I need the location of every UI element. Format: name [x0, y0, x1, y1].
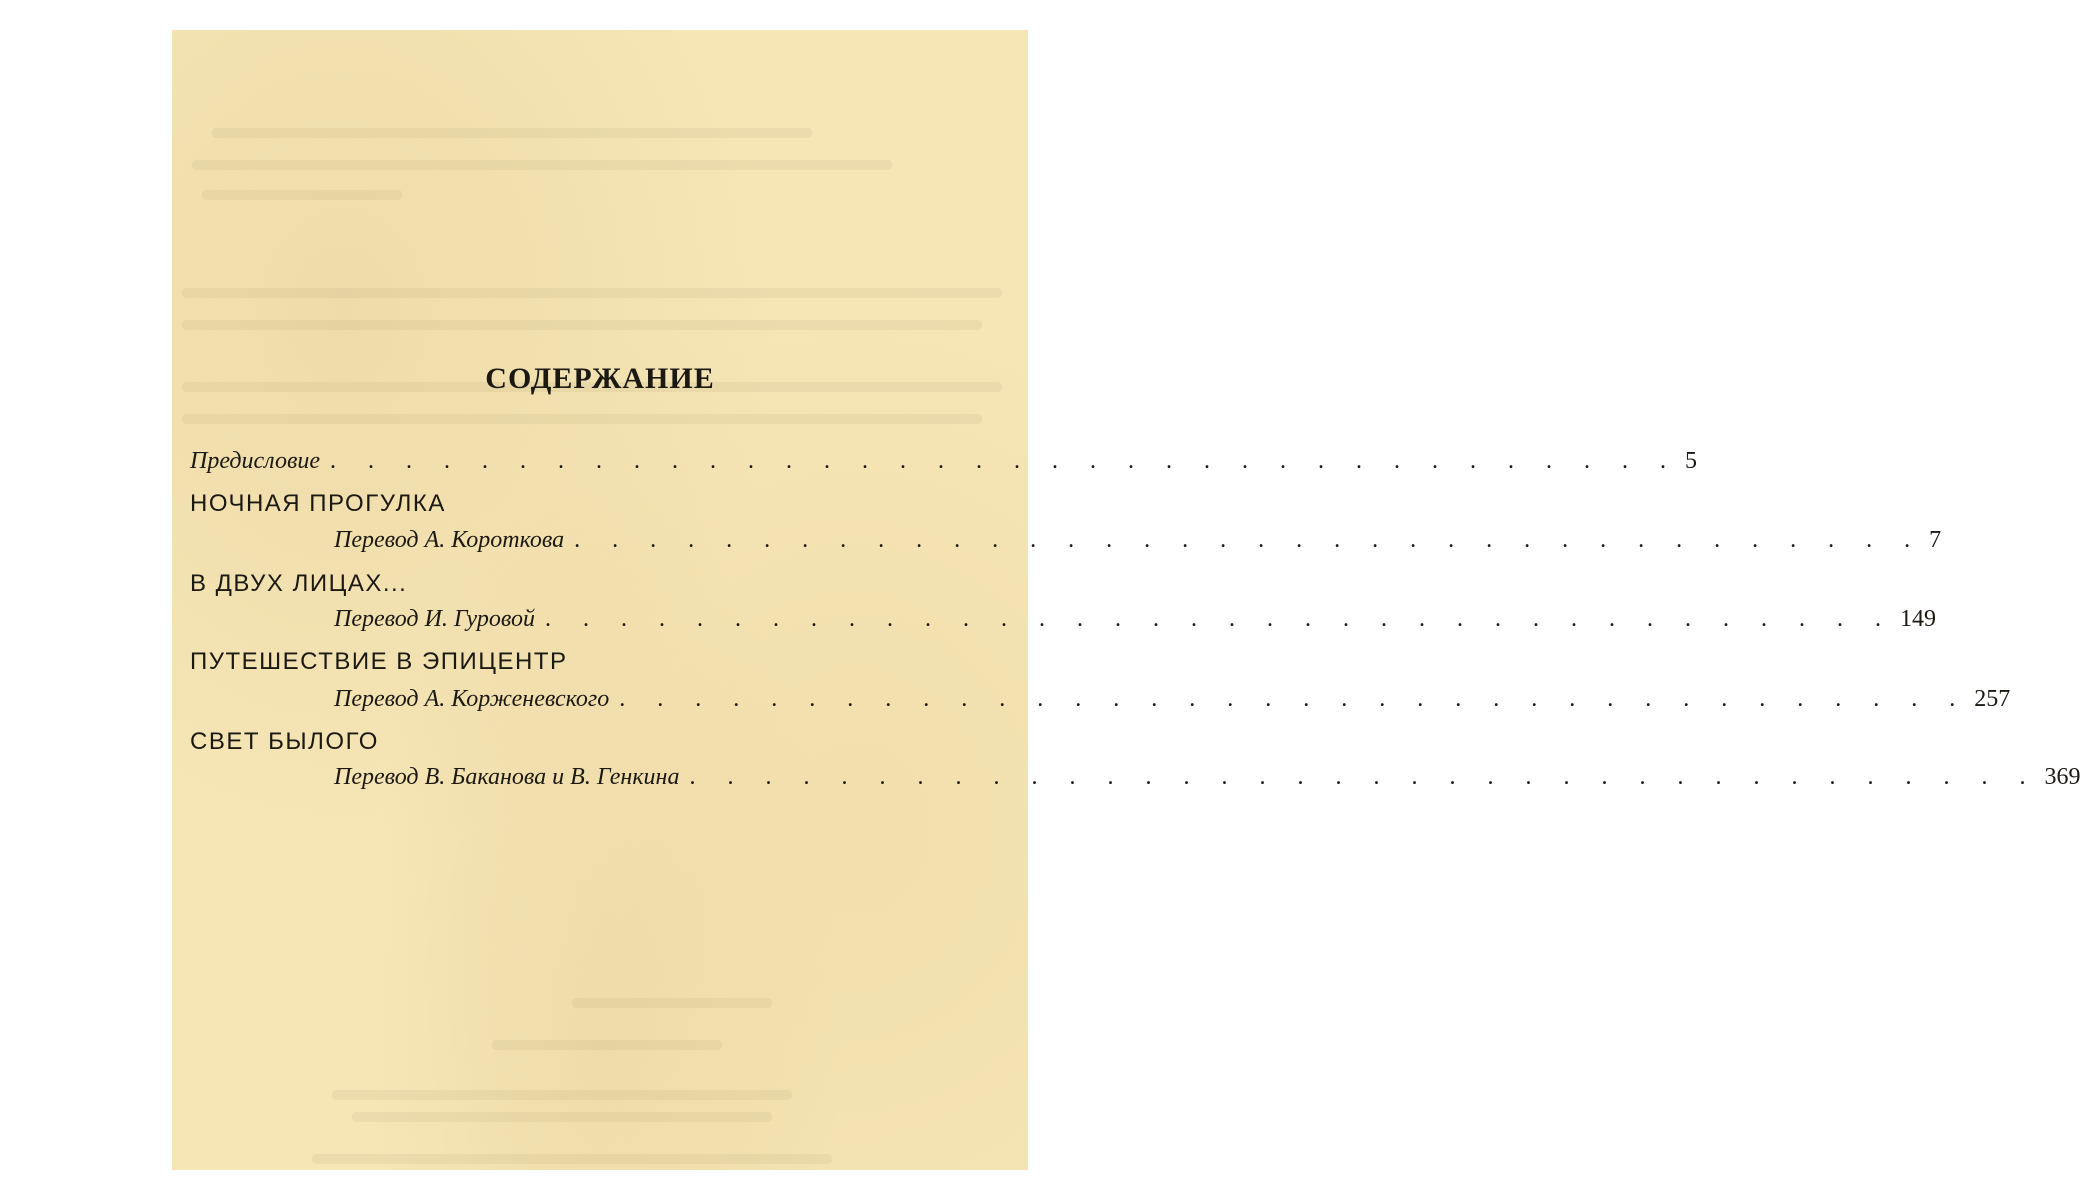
table-of-contents [172, 30, 2080, 1170]
toc-page-number: 369 [2044, 764, 2080, 790]
toc-page-number: 5 [1685, 448, 1698, 474]
toc-entry-label: Перевод А. Корженевского [334, 686, 610, 712]
toc-page-number: 149 [1899, 606, 1936, 632]
toc-section-title: ПУТЕШЕСТВИЕ В ЭПИЦЕНТР [190, 648, 568, 675]
toc-section-title: НОЧНАЯ ПРОГУЛКА [190, 490, 446, 517]
toc-page-number: 257 [1974, 686, 2011, 712]
toc-section-title: СВЕТ БЫЛОГО [190, 728, 379, 755]
toc-entry-label: Перевод В. Баканова и В. Генкина [334, 764, 680, 790]
toc-section-title: В ДВУХ ЛИЦАХ... [190, 570, 408, 597]
toc-leader-dots: . . . . . . . . . . . . . . . . . . . . . . . . . . . . . . . . . . . . [619, 686, 1969, 712]
toc-leader-dots: . . . . . . . . . . . . . . . . . . . . . . . . . . . . . . . . . . . . [689, 764, 2039, 790]
toc-entry [334, 527, 1942, 554]
toc-leader-dots: . . . . . . . . . . . . . . . . . . . . . . . . . . . . . . . . . . . . [544, 606, 1894, 632]
toc-entry-label: Перевод И. Гуровой [334, 606, 535, 632]
toc-title: СОДЕРЖАНИЕ [485, 362, 715, 395]
book-page [172, 30, 2080, 1170]
toc-entry [334, 764, 2080, 791]
toc-entry-label: Предисловие [190, 448, 321, 474]
toc-leader-dots: . . . . . . . . . . . . . . . . . . . . . . . . . . . . . . . . . . . . [330, 448, 1680, 474]
toc-leader-dots: . . . . . . . . . . . . . . . . . . . . . . . . . . . . . . . . . . . . [574, 527, 1924, 553]
toc-entry-label: Перевод А. Короткова [334, 527, 565, 553]
toc-entry [190, 448, 1698, 475]
toc-entry [334, 686, 2011, 713]
toc-entry [334, 606, 1936, 633]
toc-page-number: 7 [1929, 527, 1942, 553]
